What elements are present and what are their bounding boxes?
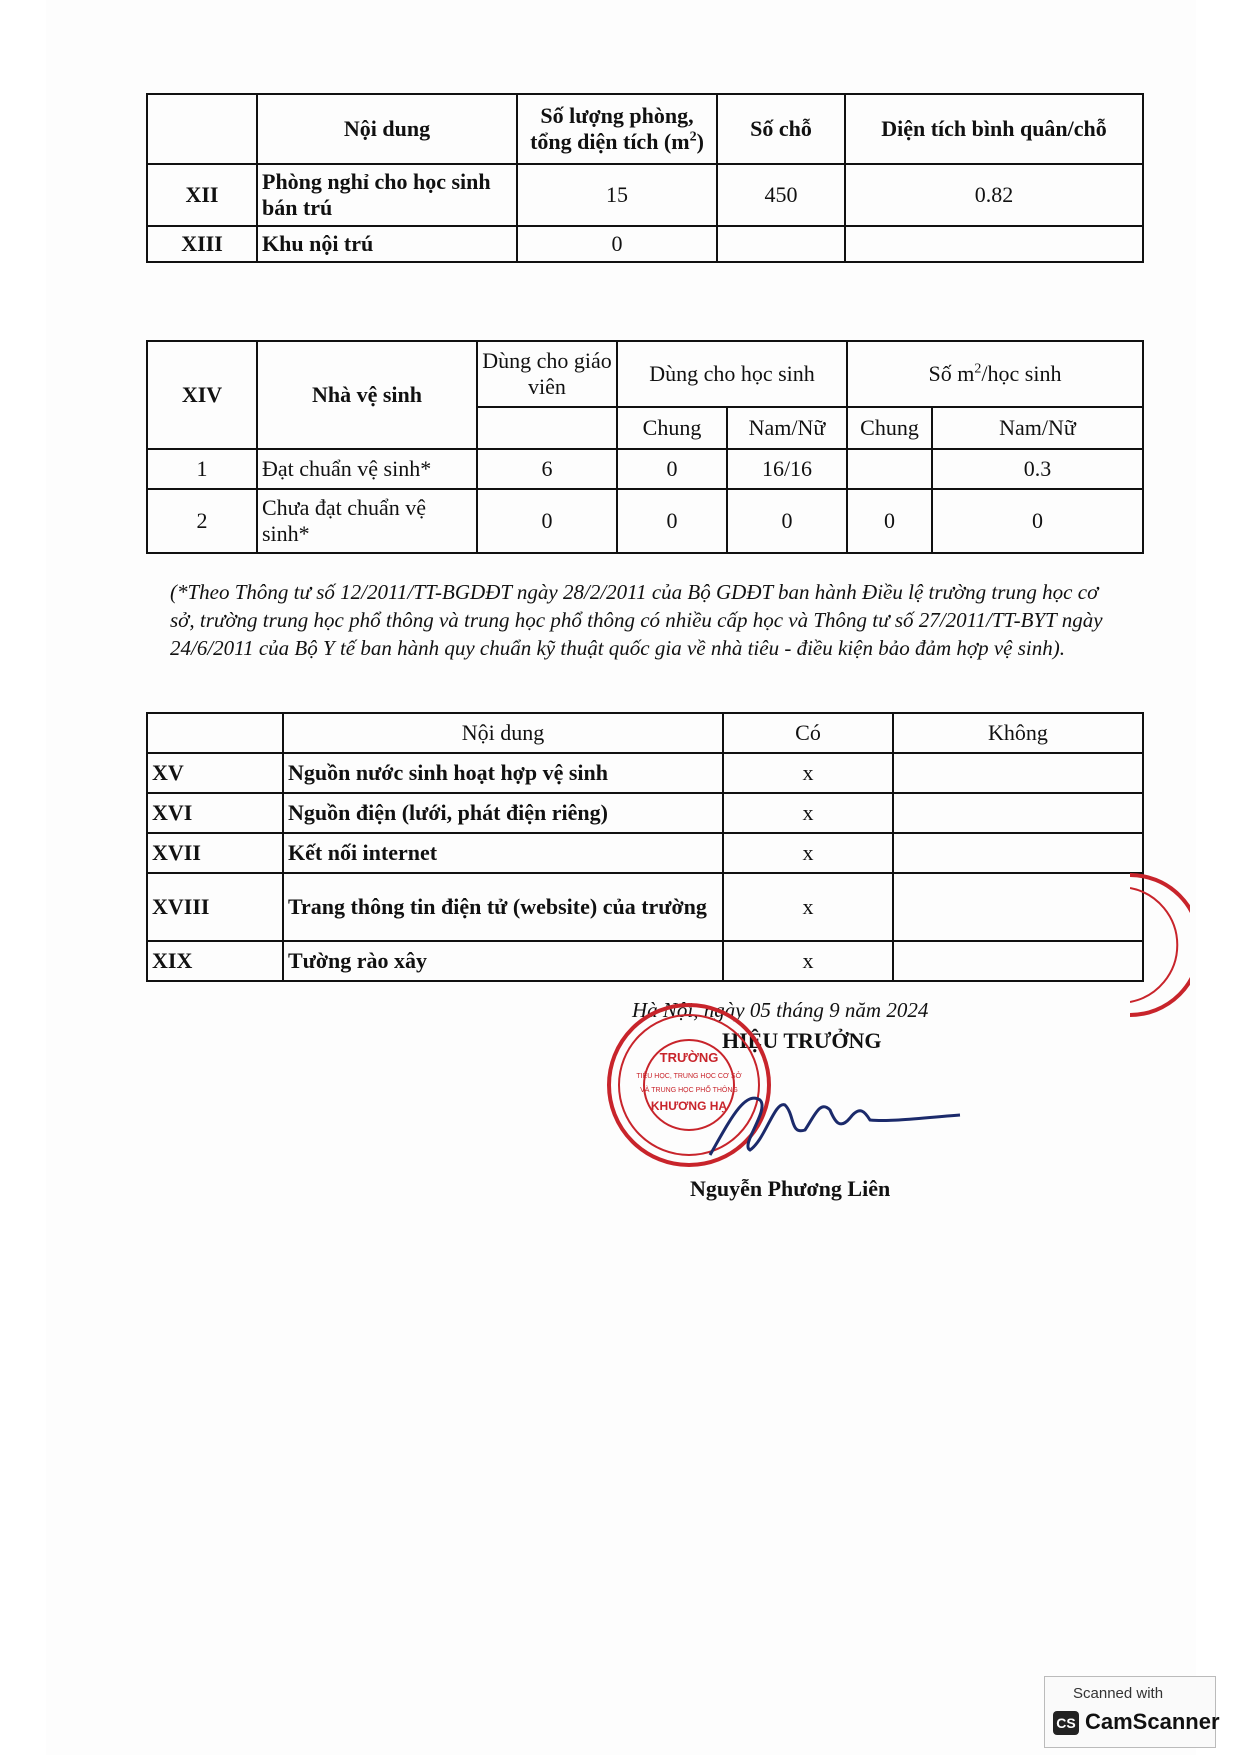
row-no	[893, 941, 1143, 981]
table-row	[147, 833, 1143, 873]
scanner-watermark	[1044, 1676, 1220, 1748]
row-s-gender: 16/16	[727, 449, 847, 489]
row-number: XV	[147, 753, 283, 793]
table-row	[147, 489, 1143, 553]
header-content: Nội dung	[283, 713, 723, 753]
signature-date: Hà Nội, ngày 05 tháng 9 năm 2024	[632, 998, 929, 1022]
row-yes: x	[723, 873, 893, 941]
row-content: Phòng nghỉ cho học sinh bán trú	[257, 164, 517, 226]
section-title: Nhà vệ sinh	[257, 341, 477, 449]
row-no	[893, 793, 1143, 833]
row-s-gender: 0	[727, 489, 847, 553]
camscanner-logo-icon: CS	[1053, 1711, 1079, 1735]
table-row	[147, 941, 1143, 981]
row-m-gender: 0	[932, 489, 1143, 553]
row-content: Trang thông tin điện tử (website) của trường	[283, 873, 723, 941]
handwritten-signature	[690, 1060, 970, 1170]
header-m2: Số $m^2$/học sinh	[847, 341, 1143, 407]
row-number: 1	[147, 449, 257, 489]
header-no: Không	[893, 713, 1143, 753]
row-no	[893, 833, 1143, 873]
row-teacher: 0	[477, 489, 617, 553]
row-content: Tường rào xây	[283, 941, 723, 981]
table-row	[147, 873, 1143, 941]
rooms-table	[146, 93, 1144, 263]
subheader-common: Chung	[617, 407, 727, 449]
signature-title: HIỆU TRƯỞNG	[722, 1028, 882, 1053]
row-qty: 15	[517, 164, 717, 226]
header-yes: Có	[723, 713, 893, 753]
row-seats	[717, 226, 845, 262]
side-stamp-icon	[1130, 870, 1190, 1020]
scanner-line: Scanned with	[1073, 1685, 1164, 1702]
row-number: XVII	[147, 833, 283, 873]
toilets-table	[146, 340, 1144, 554]
row-content: Chưa đạt chuẩn vệ sinh*	[257, 489, 477, 553]
row-yes: x	[723, 793, 893, 833]
header-teacher: Dùng cho giáo viên	[477, 341, 617, 407]
row-number: XIX	[147, 941, 283, 981]
row-avg	[845, 226, 1143, 262]
header-empty	[147, 94, 257, 164]
stamp-inner-line: TRƯỜNG	[659, 1050, 719, 1065]
header-qty: Số lượng phòng, tổng diện tích $(m^2)$	[517, 94, 717, 164]
row-number: XIII	[147, 226, 257, 262]
row-no	[893, 753, 1143, 793]
header-avg: Diện tích bình quân/chỗ	[845, 94, 1143, 164]
row-number: XII	[147, 164, 257, 226]
table-row	[147, 793, 1143, 833]
row-teacher: 6	[477, 449, 617, 489]
section-number: XIV	[147, 341, 257, 449]
facilities-table	[146, 712, 1144, 982]
header-students: Dùng cho học sinh	[617, 341, 847, 407]
header-content: Nội dung	[257, 94, 517, 164]
row-content: Nguồn điện (lưới, phát điện riêng)	[283, 793, 723, 833]
signer-name: Nguyễn Phương Liên	[690, 1176, 891, 1201]
row-seats: 450	[717, 164, 845, 226]
subheader-gender: Nam/Nữ	[727, 407, 847, 449]
row-m-gender: 0.3	[932, 449, 1143, 489]
row-yes: x	[723, 941, 893, 981]
row-s-common: 0	[617, 489, 727, 553]
row-number: XVIII	[147, 873, 283, 941]
table-row	[147, 449, 1143, 489]
row-yes: x	[723, 833, 893, 873]
row-content: Kết nối internet	[283, 833, 723, 873]
row-no	[893, 873, 1143, 941]
stamp-inner-line: TIỂU HỌC, TRUNG HỌC CƠ SỞ	[636, 1073, 742, 1080]
row-m-common: 0	[847, 489, 932, 553]
row-m-common	[847, 449, 932, 489]
stamp-inner-line: KHƯƠNG HẠ	[650, 1099, 728, 1113]
table-row	[147, 753, 1143, 793]
table-row	[147, 164, 1143, 226]
header-seats: Số chỗ	[717, 94, 845, 164]
row-s-common: 0	[617, 449, 727, 489]
row-qty: 0	[517, 226, 717, 262]
scanner-brand: CamScanner	[1085, 1709, 1220, 1734]
subheader-gender: Nam/Nữ	[932, 407, 1143, 449]
table-row	[147, 226, 1143, 262]
stamp-inner-line: VÀ TRUNG HỌC PHỔ THÔNG	[640, 1087, 738, 1094]
row-content: Khu nội trú	[257, 226, 517, 262]
footnote: (*Theo Thông tư số 12/2011/TT-BGDĐT ngày 28/2/2011 của Bộ GDĐT ban hành Điều lệ trường trung học cơ sở, trường trung học phổ thông và trung học phổ thông có nhiều cấp học và Thông tư số 27/2011/TT-BYT ngày 24/6/2011 của Bộ Y tế ban hành quy chuẩn kỹ thuật quốc gia về nhà tiêu - điều kiện bảo đảm hợp vệ sinh).	[170, 580, 1103, 660]
row-content: Đạt chuẩn vệ sinh*	[257, 449, 477, 489]
header-empty	[147, 713, 283, 753]
row-yes: x	[723, 753, 893, 793]
subheader-common: Chung	[847, 407, 932, 449]
row-avg: 0.82	[845, 164, 1143, 226]
row-number: XVI	[147, 793, 283, 833]
header-empty	[477, 407, 617, 449]
row-content: Nguồn nước sinh hoạt hợp vệ sinh	[283, 753, 723, 793]
row-number: 2	[147, 489, 257, 553]
